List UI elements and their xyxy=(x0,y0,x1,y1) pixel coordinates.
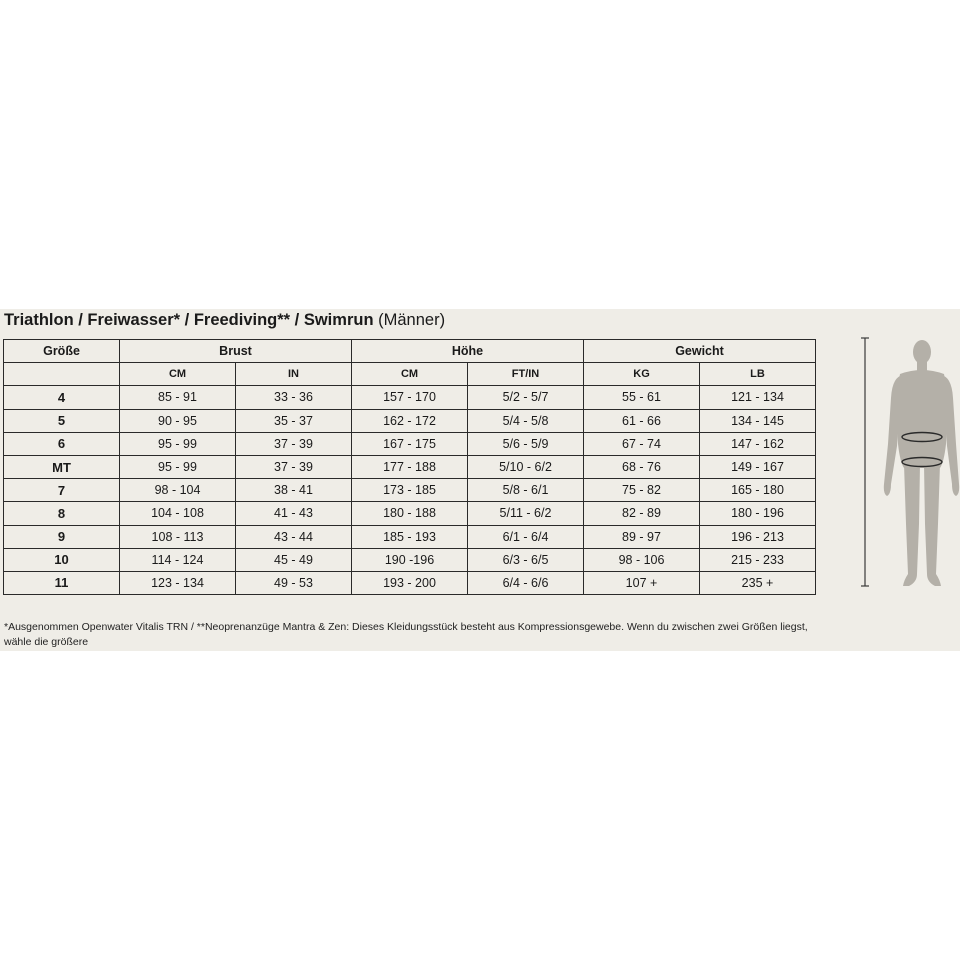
unit-header-cm-brust: CM xyxy=(120,363,236,386)
cell-hoehe-cm: 162 - 172 xyxy=(352,409,468,432)
cell-brust-in: 41 - 43 xyxy=(236,502,352,525)
cell-gewicht-lb: 147 - 162 xyxy=(700,432,816,455)
cell-gewicht-kg: 89 - 97 xyxy=(584,525,700,548)
cell-size: MT xyxy=(4,455,120,478)
cell-brust-in: 37 - 39 xyxy=(236,432,352,455)
table-row xyxy=(4,409,816,432)
cell-gewicht-kg: 75 - 82 xyxy=(584,479,700,502)
cell-hoehe-cm: 180 - 188 xyxy=(352,502,468,525)
table-row xyxy=(4,386,816,409)
cell-brust-in: 49 - 53 xyxy=(236,571,352,594)
table-row xyxy=(4,571,816,594)
cell-brust-cm: 85 - 91 xyxy=(120,386,236,409)
size-table xyxy=(3,339,816,595)
cell-gewicht-lb: 196 - 213 xyxy=(700,525,816,548)
cell-gewicht-lb: 165 - 180 xyxy=(700,479,816,502)
table-row xyxy=(4,548,816,571)
group-header-row xyxy=(4,340,816,363)
cell-size: 8 xyxy=(4,502,120,525)
cell-hoehe-ftin: 5/11 - 6/2 xyxy=(468,502,584,525)
cell-hoehe-cm: 157 - 170 xyxy=(352,386,468,409)
unit-header-row xyxy=(4,363,816,386)
cell-brust-in: 35 - 37 xyxy=(236,409,352,432)
cell-gewicht-kg: 107 + xyxy=(584,571,700,594)
chart-title xyxy=(4,311,445,330)
cell-size: 5 xyxy=(4,409,120,432)
cell-brust-in: 37 - 39 xyxy=(236,455,352,478)
body-measurement-figure-icon xyxy=(860,334,960,594)
cell-gewicht-lb: 215 - 233 xyxy=(700,548,816,571)
cell-hoehe-ftin: 6/4 - 6/6 xyxy=(468,571,584,594)
unit-header-empty xyxy=(4,363,120,386)
cell-hoehe-cm: 167 - 175 xyxy=(352,432,468,455)
group-header-hoehe: Höhe xyxy=(352,340,584,363)
cell-brust-in: 45 - 49 xyxy=(236,548,352,571)
chart-title-suffix: (Männer) xyxy=(378,311,446,329)
cell-brust-in: 43 - 44 xyxy=(236,525,352,548)
cell-brust-cm: 104 - 108 xyxy=(120,502,236,525)
cell-size: 9 xyxy=(4,525,120,548)
cell-size: 6 xyxy=(4,432,120,455)
table-row xyxy=(4,479,816,502)
size-header: Größe xyxy=(4,340,120,363)
cell-brust-in: 38 - 41 xyxy=(236,479,352,502)
cell-hoehe-cm: 177 - 188 xyxy=(352,455,468,478)
cell-gewicht-kg: 98 - 106 xyxy=(584,548,700,571)
cell-hoehe-ftin: 5/6 - 5/9 xyxy=(468,432,584,455)
cell-brust-cm: 123 - 134 xyxy=(120,571,236,594)
cell-brust-cm: 95 - 99 xyxy=(120,455,236,478)
cell-gewicht-kg: 82 - 89 xyxy=(584,502,700,525)
cell-brust-in: 33 - 36 xyxy=(236,386,352,409)
cell-brust-cm: 90 - 95 xyxy=(120,409,236,432)
cell-gewicht-kg: 61 - 66 xyxy=(584,409,700,432)
cell-gewicht-kg: 55 - 61 xyxy=(584,386,700,409)
group-header-gewicht: Gewicht xyxy=(584,340,816,363)
unit-header-kg: KG xyxy=(584,363,700,386)
cell-size: 10 xyxy=(4,548,120,571)
chart-title-main: Triathlon / Freiwasser* / Freediving** / Swimrun xyxy=(4,311,374,329)
cell-brust-cm: 98 - 104 xyxy=(120,479,236,502)
cell-gewicht-lb: 180 - 196 xyxy=(700,502,816,525)
cell-hoehe-ftin: 6/3 - 6/5 xyxy=(468,548,584,571)
table-row xyxy=(4,432,816,455)
group-header-brust: Brust xyxy=(120,340,352,363)
cell-gewicht-lb: 235 + xyxy=(700,571,816,594)
table-row xyxy=(4,525,816,548)
cell-gewicht-kg: 68 - 76 xyxy=(584,455,700,478)
cell-hoehe-cm: 173 - 185 xyxy=(352,479,468,502)
cell-gewicht-lb: 134 - 145 xyxy=(700,409,816,432)
cell-size: 4 xyxy=(4,386,120,409)
cell-hoehe-ftin: 5/2 - 5/7 xyxy=(468,386,584,409)
cell-gewicht-lb: 121 - 134 xyxy=(700,386,816,409)
table-row xyxy=(4,502,816,525)
unit-header-in: IN xyxy=(236,363,352,386)
table-row xyxy=(4,455,816,478)
cell-brust-cm: 95 - 99 xyxy=(120,432,236,455)
cell-hoehe-cm: 185 - 193 xyxy=(352,525,468,548)
size-chart-panel xyxy=(0,309,960,651)
cell-hoehe-cm: 193 - 200 xyxy=(352,571,468,594)
unit-header-ftin: FT/IN xyxy=(468,363,584,386)
cell-gewicht-lb: 149 - 167 xyxy=(700,455,816,478)
unit-header-lb: LB xyxy=(700,363,816,386)
cell-brust-cm: 114 - 124 xyxy=(120,548,236,571)
unit-header-cm-hoehe: CM xyxy=(352,363,468,386)
cell-size: 7 xyxy=(4,479,120,502)
cell-hoehe-cm: 190 -196 xyxy=(352,548,468,571)
footnote: *Ausgenommen Openwater Vitalis TRN / **Neoprenanzüge Mantra & Zen: Dieses Kleidungsstück besteht aus Kompressionsgewebe. Wenn du zwischen zwei Größen liegst, wähle die größere xyxy=(4,621,808,648)
cell-hoehe-ftin: 5/10 - 6/2 xyxy=(468,455,584,478)
cell-hoehe-ftin: 5/8 - 6/1 xyxy=(468,479,584,502)
cell-gewicht-kg: 67 - 74 xyxy=(584,432,700,455)
cell-brust-cm: 108 - 113 xyxy=(120,525,236,548)
cell-hoehe-ftin: 5/4 - 5/8 xyxy=(468,409,584,432)
cell-size: 11 xyxy=(4,571,120,594)
cell-hoehe-ftin: 6/1 - 6/4 xyxy=(468,525,584,548)
